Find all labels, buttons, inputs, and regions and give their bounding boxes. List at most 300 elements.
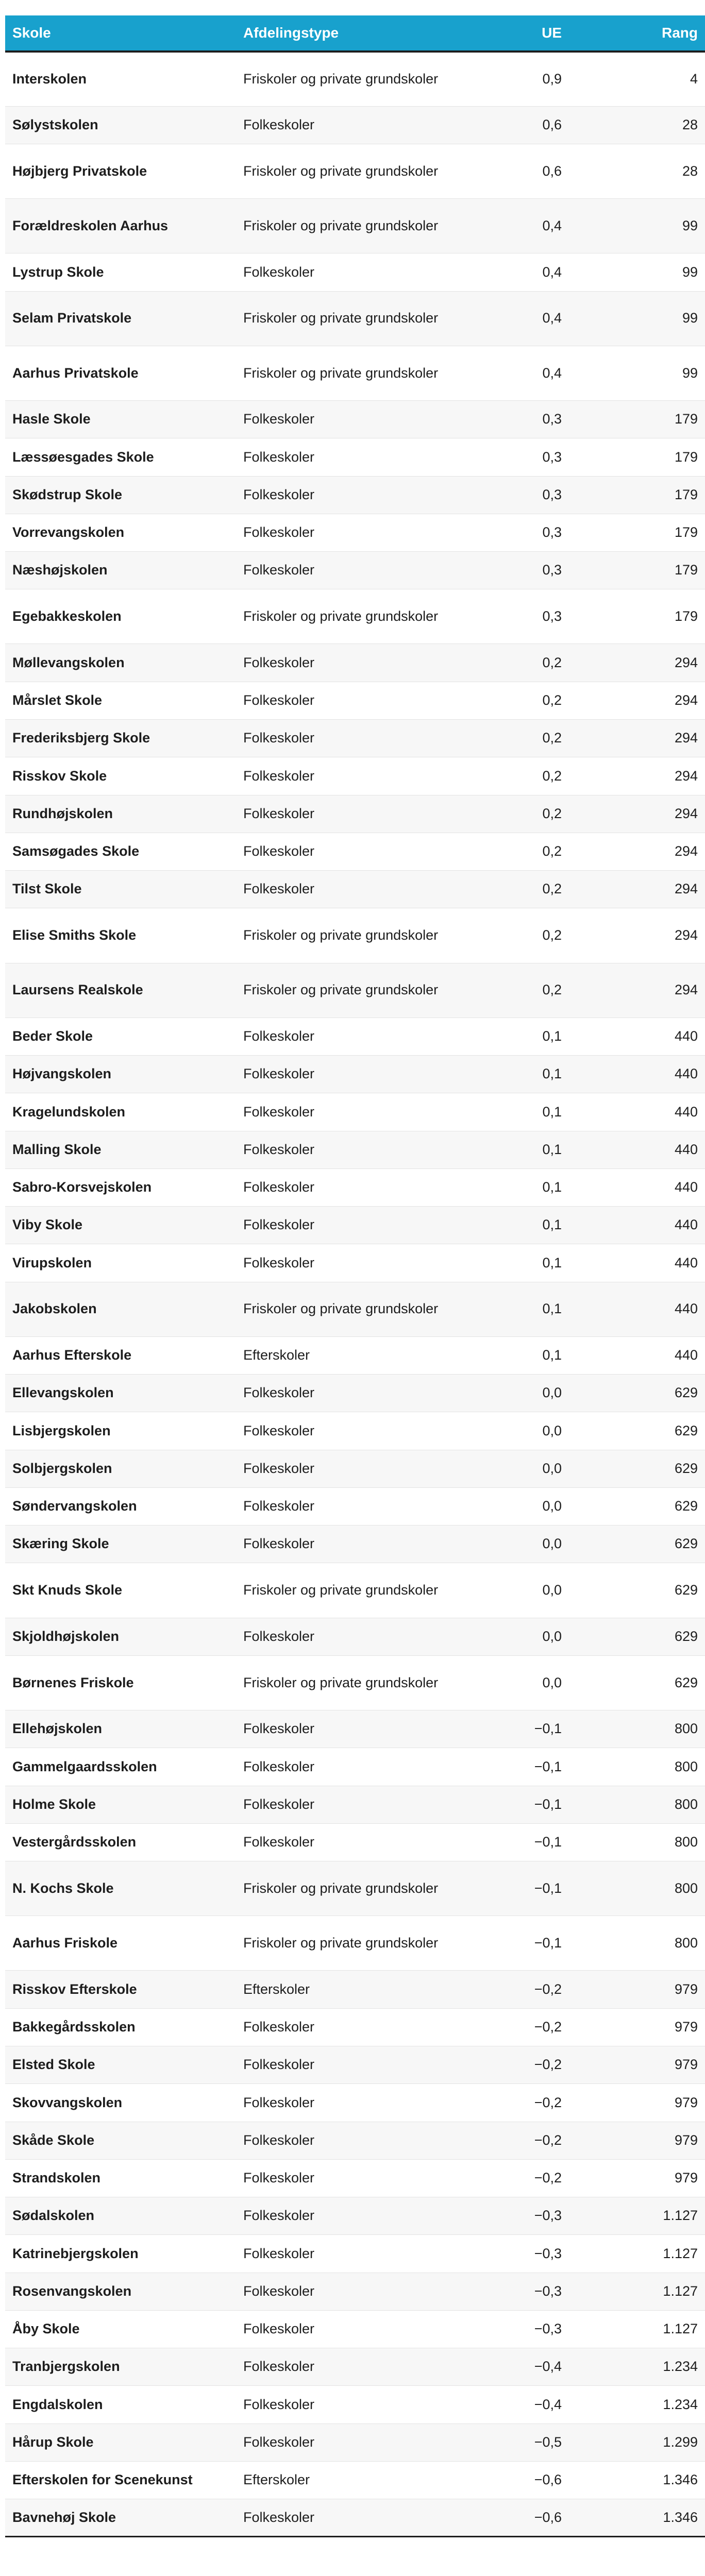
cell-ue: −0,1	[467, 1748, 593, 1786]
cell-ue: −0,2	[467, 2159, 593, 2197]
cell-rang: 28	[593, 144, 705, 198]
cell-rang: 294	[593, 871, 705, 908]
cell-ue: 0,3	[467, 400, 593, 438]
cell-rang: 440	[593, 1093, 705, 1131]
cell-rang: 1.299	[593, 2424, 705, 2461]
cell-skole: N. Kochs Skole	[5, 1861, 236, 1916]
cell-ue: −0,3	[467, 2197, 593, 2235]
cell-rang: 28	[593, 106, 705, 144]
cell-afdelingstype: Folkeskoler	[236, 644, 467, 682]
cell-rang: 99	[593, 291, 705, 346]
table-row	[5, 346, 705, 400]
cell-rang: 1.234	[593, 2386, 705, 2424]
school-table	[5, 15, 705, 2537]
cell-afdelingstype: Folkeskoler	[236, 1055, 467, 1093]
cell-ue: 0,2	[467, 871, 593, 908]
table-row	[5, 1710, 705, 1748]
cell-skole: Egebakkeskolen	[5, 589, 236, 644]
cell-skole: Skåde Skole	[5, 2122, 236, 2159]
cell-ue: −0,1	[467, 1823, 593, 1861]
cell-rang: 294	[593, 644, 705, 682]
cell-ue: 0,3	[467, 438, 593, 476]
cell-rang: 800	[593, 1861, 705, 1916]
cell-ue: 0,0	[467, 1655, 593, 1710]
cell-skole: Samsøgades Skole	[5, 833, 236, 870]
cell-rang: 294	[593, 720, 705, 757]
cell-afdelingstype: Friskoler og private grundskoler	[236, 144, 467, 198]
cell-ue: 0,1	[467, 1336, 593, 1374]
table-row	[5, 757, 705, 795]
table-row	[5, 1018, 705, 1055]
cell-ue: 0,1	[467, 1131, 593, 1168]
cell-rang: 440	[593, 1282, 705, 1336]
table-body	[5, 52, 705, 2537]
cell-rang: 179	[593, 476, 705, 514]
cell-skole: Skjoldhøjskolen	[5, 1618, 236, 1655]
table-row	[5, 2084, 705, 2122]
cell-afdelingstype: Friskoler og private grundskoler	[236, 589, 467, 644]
table-row	[5, 1375, 705, 1412]
table-row	[5, 795, 705, 833]
cell-afdelingstype: Folkeskoler	[236, 871, 467, 908]
cell-rang: 629	[593, 1375, 705, 1412]
table-row	[5, 2273, 705, 2310]
cell-skole: Efterskolen for Scenekunst	[5, 2461, 236, 2499]
cell-skole: Bakkegårdsskolen	[5, 2008, 236, 2046]
cell-skole: Kragelundskolen	[5, 1093, 236, 1131]
cell-skole: Laursens Realskole	[5, 963, 236, 1018]
cell-ue: −0,3	[467, 2310, 593, 2348]
cell-skole: Aarhus Privatskole	[5, 346, 236, 400]
cell-afdelingstype: Folkeskoler	[236, 1412, 467, 1450]
table-row	[5, 2310, 705, 2348]
table-row	[5, 2008, 705, 2046]
table-row	[5, 1618, 705, 1655]
cell-ue: 0,6	[467, 106, 593, 144]
cell-afdelingstype: Folkeskoler	[236, 106, 467, 144]
cell-rang: 179	[593, 589, 705, 644]
column-header-afdelingstype[interactable]: Afdelingstype	[236, 15, 467, 52]
cell-afdelingstype: Friskoler og private grundskoler	[236, 908, 467, 963]
table-row	[5, 1131, 705, 1168]
cell-rang: 294	[593, 833, 705, 870]
cell-rang: 440	[593, 1055, 705, 1093]
cell-afdelingstype: Folkeskoler	[236, 438, 467, 476]
cell-ue: −0,1	[467, 1861, 593, 1916]
cell-ue: −0,2	[467, 1971, 593, 2008]
table-row	[5, 1971, 705, 2008]
cell-ue: 0,3	[467, 514, 593, 551]
cell-ue: −0,3	[467, 2235, 593, 2273]
cell-ue: −0,1	[467, 1916, 593, 1971]
cell-skole: Lisbjergskolen	[5, 1412, 236, 1450]
cell-rang: 440	[593, 1018, 705, 1055]
cell-afdelingstype: Folkeskoler	[236, 1710, 467, 1748]
table-row	[5, 1336, 705, 1374]
cell-afdelingstype: Folkeskoler	[236, 253, 467, 291]
table-row	[5, 1916, 705, 1971]
cell-skole: Risskov Skole	[5, 757, 236, 795]
cell-afdelingstype: Folkeskoler	[236, 2499, 467, 2537]
table-row	[5, 2499, 705, 2537]
table-row	[5, 1093, 705, 1131]
header-row	[5, 15, 705, 52]
cell-skole: Skt Knuds Skole	[5, 1563, 236, 1618]
cell-skole: Katrinebjergskolen	[5, 2235, 236, 2273]
cell-rang: 629	[593, 1526, 705, 1563]
column-header-skole[interactable]: Skole	[5, 15, 236, 52]
cell-ue: 0,1	[467, 1018, 593, 1055]
table-row	[5, 1526, 705, 1563]
cell-afdelingstype: Friskoler og private grundskoler	[236, 1563, 467, 1618]
column-header-rang[interactable]: Rang	[593, 15, 705, 52]
cell-afdelingstype: Folkeskoler	[236, 1244, 467, 1282]
cell-rang: 294	[593, 963, 705, 1018]
cell-afdelingstype: Friskoler og private grundskoler	[236, 291, 467, 346]
cell-ue: −0,2	[467, 2008, 593, 2046]
cell-afdelingstype: Efterskoler	[236, 1336, 467, 1374]
cell-rang: 440	[593, 1244, 705, 1282]
table-row	[5, 52, 705, 106]
cell-rang: 800	[593, 1916, 705, 1971]
cell-ue: 0,0	[467, 1563, 593, 1618]
table-row	[5, 1168, 705, 1206]
cell-rang: 629	[593, 1655, 705, 1710]
table-row	[5, 438, 705, 476]
table-row	[5, 908, 705, 963]
cell-skole: Næshøjskolen	[5, 552, 236, 589]
cell-skole: Rosenvangskolen	[5, 2273, 236, 2310]
cell-skole: Bavnehøj Skole	[5, 2499, 236, 2537]
table-row	[5, 1244, 705, 1282]
cell-rang: 294	[593, 795, 705, 833]
cell-afdelingstype: Folkeskoler	[236, 1168, 467, 1206]
cell-ue: 0,2	[467, 963, 593, 1018]
cell-afdelingstype: Folkeskoler	[236, 1131, 467, 1168]
cell-skole: Holme Skole	[5, 1786, 236, 1823]
cell-afdelingstype: Friskoler og private grundskoler	[236, 346, 467, 400]
cell-skole: Vestergårdsskolen	[5, 1823, 236, 1861]
cell-rang: 440	[593, 1207, 705, 1244]
cell-afdelingstype: Folkeskoler	[236, 2008, 467, 2046]
cell-skole: Strandskolen	[5, 2159, 236, 2197]
cell-ue: 0,4	[467, 253, 593, 291]
table-row	[5, 1412, 705, 1450]
cell-afdelingstype: Folkeskoler	[236, 2273, 467, 2310]
cell-afdelingstype: Folkeskoler	[236, 1526, 467, 1563]
cell-afdelingstype: Folkeskoler	[236, 552, 467, 589]
cell-ue: 0,2	[467, 833, 593, 870]
cell-afdelingstype: Folkeskoler	[236, 1618, 467, 1655]
cell-skole: Sabro-Korsvejskolen	[5, 1168, 236, 1206]
cell-afdelingstype: Folkeskoler	[236, 795, 467, 833]
cell-skole: Tilst Skole	[5, 871, 236, 908]
table-row	[5, 514, 705, 551]
cell-afdelingstype: Folkeskoler	[236, 1487, 467, 1525]
table-row	[5, 1487, 705, 1525]
cell-afdelingstype: Folkeskoler	[236, 1375, 467, 1412]
table-row	[5, 1207, 705, 1244]
column-header-ue[interactable]: UE	[467, 15, 593, 52]
cell-rang: 979	[593, 2122, 705, 2159]
table-row	[5, 1563, 705, 1618]
cell-ue: 0,1	[467, 1168, 593, 1206]
cell-rang: 99	[593, 346, 705, 400]
cell-ue: 0,2	[467, 795, 593, 833]
table-row	[5, 1861, 705, 1916]
table-row	[5, 589, 705, 644]
cell-afdelingstype: Folkeskoler	[236, 2046, 467, 2083]
table-row	[5, 2159, 705, 2197]
table-row	[5, 833, 705, 870]
cell-skole: Møllevangskolen	[5, 644, 236, 682]
cell-skole: Højbjerg Privatskole	[5, 144, 236, 198]
cell-skole: Selam Privatskole	[5, 291, 236, 346]
cell-ue: −0,4	[467, 2348, 593, 2386]
cell-afdelingstype: Folkeskoler	[236, 720, 467, 757]
table-row	[5, 2348, 705, 2386]
table-row	[5, 552, 705, 589]
cell-afdelingstype: Folkeskoler	[236, 1748, 467, 1786]
cell-ue: −0,1	[467, 1786, 593, 1823]
cell-ue: 0,1	[467, 1093, 593, 1131]
cell-skole: Mårslet Skole	[5, 682, 236, 719]
cell-ue: 0,1	[467, 1244, 593, 1282]
cell-skole: Højvangskolen	[5, 1055, 236, 1093]
cell-skole: Ellehøjskolen	[5, 1710, 236, 1748]
cell-afdelingstype: Folkeskoler	[236, 1786, 467, 1823]
cell-afdelingstype: Folkeskoler	[236, 2197, 467, 2235]
cell-rang: 179	[593, 514, 705, 551]
cell-ue: 0,0	[467, 1618, 593, 1655]
cell-afdelingstype: Friskoler og private grundskoler	[236, 1861, 467, 1916]
cell-ue: 0,2	[467, 908, 593, 963]
cell-skole: Sølystskolen	[5, 106, 236, 144]
cell-skole: Tranbjergskolen	[5, 2348, 236, 2386]
cell-ue: −0,1	[467, 1710, 593, 1748]
cell-ue: −0,3	[467, 2273, 593, 2310]
table-row	[5, 871, 705, 908]
cell-skole: Gammelgaardsskolen	[5, 1748, 236, 1786]
table-row	[5, 963, 705, 1018]
cell-afdelingstype: Folkeskoler	[236, 2122, 467, 2159]
cell-skole: Søndervangskolen	[5, 1487, 236, 1525]
cell-skole: Elise Smiths Skole	[5, 908, 236, 963]
cell-afdelingstype: Folkeskoler	[236, 1018, 467, 1055]
cell-rang: 629	[593, 1487, 705, 1525]
cell-rang: 979	[593, 2046, 705, 2083]
cell-afdelingstype: Friskoler og private grundskoler	[236, 199, 467, 253]
table-row	[5, 1450, 705, 1487]
table-row	[5, 291, 705, 346]
table-row	[5, 1655, 705, 1710]
cell-rang: 629	[593, 1563, 705, 1618]
cell-afdelingstype: Folkeskoler	[236, 2424, 467, 2461]
cell-ue: 0,0	[467, 1526, 593, 1563]
cell-ue: 0,1	[467, 1055, 593, 1093]
cell-afdelingstype: Friskoler og private grundskoler	[236, 1655, 467, 1710]
cell-skole: Risskov Efterskole	[5, 1971, 236, 2008]
cell-rang: 979	[593, 2008, 705, 2046]
table-row	[5, 106, 705, 144]
cell-rang: 629	[593, 1450, 705, 1487]
table-row	[5, 2424, 705, 2461]
cell-afdelingstype: Folkeskoler	[236, 2348, 467, 2386]
cell-ue: 0,3	[467, 589, 593, 644]
cell-ue: 0,4	[467, 199, 593, 253]
cell-afdelingstype: Folkeskoler	[236, 1207, 467, 1244]
cell-ue: −0,2	[467, 2046, 593, 2083]
cell-skole: Forældreskolen Aarhus	[5, 199, 236, 253]
cell-skole: Aarhus Friskole	[5, 1916, 236, 1971]
cell-afdelingstype: Efterskoler	[236, 2461, 467, 2499]
cell-afdelingstype: Folkeskoler	[236, 2310, 467, 2348]
cell-ue: 0,2	[467, 644, 593, 682]
cell-rang: 629	[593, 1618, 705, 1655]
table-row	[5, 253, 705, 291]
cell-skole: Skæring Skole	[5, 1526, 236, 1563]
cell-afdelingstype: Folkeskoler	[236, 757, 467, 795]
cell-ue: 0,2	[467, 720, 593, 757]
cell-afdelingstype: Folkeskoler	[236, 1823, 467, 1861]
table-row	[5, 2122, 705, 2159]
cell-rang: 979	[593, 2084, 705, 2122]
cell-ue: 0,0	[467, 1450, 593, 1487]
table-row	[5, 682, 705, 719]
cell-rang: 440	[593, 1131, 705, 1168]
cell-ue: −0,4	[467, 2386, 593, 2424]
cell-skole: Børnenes Friskole	[5, 1655, 236, 1710]
cell-skole: Lystrup Skole	[5, 253, 236, 291]
cell-afdelingstype: Folkeskoler	[236, 1450, 467, 1487]
cell-ue: −0,5	[467, 2424, 593, 2461]
cell-skole: Åby Skole	[5, 2310, 236, 2348]
cell-skole: Engdalskolen	[5, 2386, 236, 2424]
cell-rang: 99	[593, 199, 705, 253]
cell-skole: Vorrevangskolen	[5, 514, 236, 551]
cell-afdelingstype: Friskoler og private grundskoler	[236, 52, 467, 106]
cell-rang: 294	[593, 908, 705, 963]
cell-rang: 294	[593, 757, 705, 795]
cell-rang: 979	[593, 1971, 705, 2008]
cell-rang: 1.346	[593, 2499, 705, 2537]
cell-afdelingstype: Folkeskoler	[236, 514, 467, 551]
cell-ue: −0,2	[467, 2084, 593, 2122]
cell-ue: 0,2	[467, 757, 593, 795]
table-row	[5, 2046, 705, 2083]
cell-rang: 1.127	[593, 2310, 705, 2348]
cell-rang: 800	[593, 1823, 705, 1861]
table-row	[5, 644, 705, 682]
cell-rang: 440	[593, 1336, 705, 1374]
cell-rang: 1.346	[593, 2461, 705, 2499]
cell-afdelingstype: Friskoler og private grundskoler	[236, 1916, 467, 1971]
cell-rang: 1.127	[593, 2235, 705, 2273]
cell-afdelingstype: Folkeskoler	[236, 476, 467, 514]
cell-skole: Aarhus Efterskole	[5, 1336, 236, 1374]
cell-ue: 0,3	[467, 476, 593, 514]
cell-skole: Virupskolen	[5, 1244, 236, 1282]
cell-skole: Hårup Skole	[5, 2424, 236, 2461]
cell-afdelingstype: Friskoler og private grundskoler	[236, 963, 467, 1018]
table-row	[5, 1748, 705, 1786]
cell-skole: Ellevangskolen	[5, 1375, 236, 1412]
cell-skole: Elsted Skole	[5, 2046, 236, 2083]
cell-afdelingstype: Efterskoler	[236, 1971, 467, 2008]
cell-rang: 179	[593, 438, 705, 476]
cell-skole: Solbjergskolen	[5, 1450, 236, 1487]
cell-ue: 0,0	[467, 1412, 593, 1450]
cell-rang: 99	[593, 253, 705, 291]
table-row	[5, 144, 705, 198]
cell-skole: Frederiksbjerg Skole	[5, 720, 236, 757]
cell-rang: 800	[593, 1710, 705, 1748]
cell-ue: 0,3	[467, 552, 593, 589]
cell-skole: Rundhøjskolen	[5, 795, 236, 833]
cell-skole: Jakobskolen	[5, 1282, 236, 1336]
cell-rang: 1.234	[593, 2348, 705, 2386]
table-row	[5, 1282, 705, 1336]
cell-skole: Malling Skole	[5, 1131, 236, 1168]
cell-skole: Skødstrup Skole	[5, 476, 236, 514]
cell-rang: 4	[593, 52, 705, 106]
cell-afdelingstype: Folkeskoler	[236, 682, 467, 719]
cell-afdelingstype: Friskoler og private grundskoler	[236, 1282, 467, 1336]
cell-skole: Viby Skole	[5, 1207, 236, 1244]
cell-ue: 0,0	[467, 1375, 593, 1412]
cell-rang: 979	[593, 2159, 705, 2197]
cell-rang: 800	[593, 1786, 705, 1823]
table-row	[5, 2461, 705, 2499]
cell-rang: 294	[593, 682, 705, 719]
cell-ue: 0,6	[467, 144, 593, 198]
cell-skole: Læssøesgades Skole	[5, 438, 236, 476]
cell-skole: Interskolen	[5, 52, 236, 106]
cell-ue: 0,2	[467, 682, 593, 719]
cell-ue: −0,6	[467, 2461, 593, 2499]
cell-afdelingstype: Folkeskoler	[236, 2084, 467, 2122]
cell-afdelingstype: Folkeskoler	[236, 2386, 467, 2424]
cell-skole: Beder Skole	[5, 1018, 236, 1055]
table-row	[5, 476, 705, 514]
table-row	[5, 2197, 705, 2235]
cell-rang: 1.127	[593, 2273, 705, 2310]
table-row	[5, 199, 705, 253]
cell-skole: Sødalskolen	[5, 2197, 236, 2235]
cell-rang: 1.127	[593, 2197, 705, 2235]
data-table-container	[5, 15, 698, 2537]
cell-rang: 179	[593, 552, 705, 589]
cell-ue: 0,9	[467, 52, 593, 106]
cell-ue: 0,4	[467, 346, 593, 400]
cell-ue: 0,1	[467, 1207, 593, 1244]
table-row	[5, 1055, 705, 1093]
table-row	[5, 720, 705, 757]
table-row	[5, 2235, 705, 2273]
cell-rang: 179	[593, 400, 705, 438]
cell-ue: 0,4	[467, 291, 593, 346]
table-row	[5, 1823, 705, 1861]
cell-afdelingstype: Folkeskoler	[236, 1093, 467, 1131]
cell-afdelingstype: Folkeskoler	[236, 2159, 467, 2197]
cell-rang: 440	[593, 1168, 705, 1206]
cell-skole: Hasle Skole	[5, 400, 236, 438]
table-header	[5, 15, 705, 52]
table-row	[5, 2386, 705, 2424]
cell-ue: −0,2	[467, 2122, 593, 2159]
cell-rang: 800	[593, 1748, 705, 1786]
cell-afdelingstype: Folkeskoler	[236, 400, 467, 438]
